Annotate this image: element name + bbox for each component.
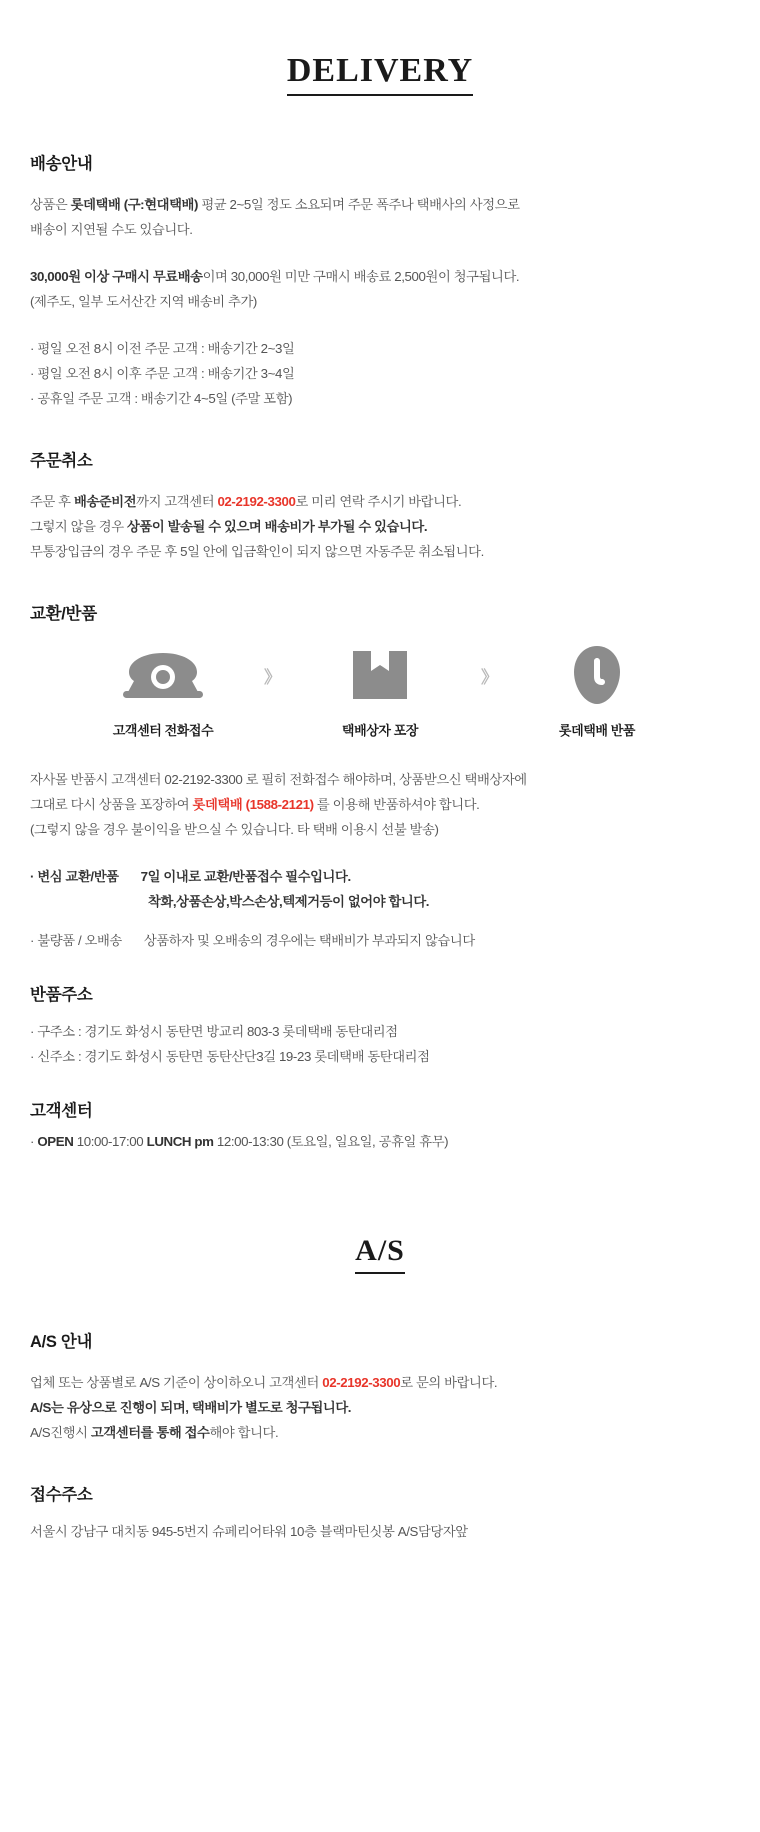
delivery-info-carrier-name: 롯데택배 (구:현대택배)	[70, 197, 199, 212]
cancel-l1-c: 까지 고객센터	[136, 494, 218, 509]
as-l3-b: 고객센터를 통해 접수	[90, 1425, 210, 1440]
exchange-p1-d: (그렇지 않을 경우 불이익을 받으실 수 있습니다. 타 택배 이용시 선불 발송)	[30, 822, 439, 837]
process-step-2	[305, 642, 455, 739]
delivery-info-paragraph-1	[30, 192, 730, 242]
process-arrow-1: 》	[264, 667, 279, 687]
cancel-l3: 무통장입금의 경우 주문 후 5일 안에 입금확인이 되지 않으면 자동주문 취소됩니다.	[30, 544, 484, 559]
as-l3-a: A/S진행시	[30, 1425, 91, 1440]
exchange-row-change-of-mind	[30, 864, 730, 889]
exchange-p1-a: 자사몰 반품시 고객센터 02-2192-3300 로 필히 전화접수 해야하며, 상품받으신 택배상자에	[30, 772, 527, 787]
cancel-l1-a: 주문 후	[30, 494, 74, 509]
process-step-1	[88, 642, 238, 739]
section-heading-delivery-info: 배송안내	[30, 155, 93, 173]
exchange-row-2-label: · 불량품 / 오배송	[30, 933, 122, 948]
section-heading-as-info: A/S 안내	[30, 1333, 93, 1351]
as-l1-a: 업체 또는 상품별로 A/S 기준이 상이하오니 고객센터	[30, 1375, 323, 1390]
delivery-info-paragraph-2	[30, 264, 730, 314]
page-title-delivery	[30, 0, 730, 96]
delivery-schedule-bullet-2: · 평일 오전 8시 이후 주문 고객 : 배송기간 3~4일	[30, 366, 295, 381]
telephone-icon	[88, 642, 238, 708]
process-step-3	[522, 642, 672, 739]
page-title-as-text: A/S	[355, 1234, 405, 1274]
section-heading-return-address: 반품주소	[30, 986, 93, 1004]
delivery-info-p1-d: 배송이 지연될 수도 있습니다.	[30, 222, 193, 237]
open-label: OPEN	[37, 1134, 74, 1149]
delivery-schedule-bullet-3: · 공휴일 주문 고객 : 배송기간 4~5일 (주말 포함)	[30, 391, 293, 406]
order-cancel-paragraph	[30, 489, 730, 564]
exchange-return-paragraph	[30, 767, 730, 842]
exchange-row-defective	[30, 928, 730, 953]
lunch-value: 12:00-13:30 (토요일, 일요일, 공휴일 휴무)	[213, 1134, 449, 1149]
as-l1-b: 로 문의 바랍니다.	[400, 1375, 498, 1390]
return-address-old: · 구주소 : 경기도 화성시 동탄면 방교리 803-3 롯데택배 동탄대리점	[30, 1024, 398, 1039]
delivery-info-p1-c: 평균 2~5일 정도 소요되며 주문 폭주나 택배사의 사정으로	[198, 197, 520, 212]
page-title-delivery-text: DELIVERY	[287, 52, 473, 96]
exchange-row-1-value: 7일 이내로 교환/반품접수 필수입니다.	[140, 869, 351, 884]
delivery-schedule-bullet-1: · 평일 오전 8시 이전 주문 고객 : 배송기간 2~3일	[30, 341, 295, 356]
package-box-icon	[305, 642, 455, 708]
exchange-row-2-value: 상품하자 및 오배송의 경우에는 택배비가 부과되지 않습니다	[143, 933, 475, 948]
exchange-process-diagram	[30, 642, 730, 739]
cancel-l2-a: 그렇지 않을 경우	[30, 519, 127, 534]
section-heading-customer-center: 고객센터	[30, 1102, 93, 1120]
process-step-1-caption: 고객센터 전화접수	[112, 723, 214, 738]
exchange-p1-b: 그대로 다시 상품을 포장하여	[30, 797, 193, 812]
delivery-info-p1-a: 상품은	[30, 197, 71, 212]
process-step-2-caption: 택배상자 포장	[341, 723, 419, 738]
process-step-3-caption: 롯데택배 반품	[558, 723, 636, 738]
customer-center-hours	[30, 1129, 730, 1154]
as-l2: A/S는 유상으로 진행이 되며, 택배비가 별도로 청구됩니다.	[30, 1400, 352, 1415]
section-heading-exchange-return: 교환/반품	[30, 605, 97, 623]
as-l3-c: 해야 합니다.	[209, 1425, 279, 1440]
lotte-logo-icon	[522, 642, 672, 708]
as-info-paragraph	[30, 1370, 730, 1445]
exchange-p1-c: 를 이용해 반품하셔야 합니다.	[313, 797, 480, 812]
delivery-info-p2-b: 이며 30,000원 미만 구매시 배송료 2,500원이 청구됩니다.	[202, 269, 520, 284]
section-heading-order-cancel: 주문취소	[30, 452, 93, 470]
section-heading-as-address: 접수주소	[30, 1486, 93, 1504]
open-value: 10:00-17:00	[73, 1134, 147, 1149]
page-title-as	[30, 1234, 730, 1274]
cancel-before-shipping: 배송준비전	[73, 494, 137, 509]
cancel-l2-b: 상품이 발송될 수 있으며 배송비가 부가될 수 있습니다.	[127, 519, 428, 534]
process-arrow-2: 》	[481, 667, 496, 687]
lotte-delivery-phone: 롯데택배 (1588-2121)	[192, 797, 314, 812]
cancel-l1-d: 로 미리 연락 주시기 바랍니다.	[295, 494, 462, 509]
exchange-row-1-label: · 변심 교환/반품	[30, 869, 119, 884]
delivery-info-p2-c: (제주도, 일부 도서산간 지역 배송비 추가)	[30, 294, 257, 309]
as-address-line: 서울시 강남구 대치동 945-5번지 슈페리어타워 10층 블랙마틴싯봉 A/S담당자앞	[30, 1524, 468, 1539]
customer-center-dot: ·	[30, 1134, 38, 1149]
exchange-row-1-sub: 착화,상품손상,박스손상,텍제거등이 없어야 합니다.	[148, 894, 430, 909]
return-address-new: · 신주소 : 경기도 화성시 동탄면 동탄산단3길 19-23 롯데택배 동탄대리점	[30, 1049, 430, 1064]
free-shipping-threshold: 30,000원 이상 구매시 무료배송	[30, 269, 203, 284]
customer-center-phone-cancel: 02-2192-3300	[217, 494, 296, 509]
customer-center-phone-as: 02-2192-3300	[322, 1375, 401, 1390]
lunch-label: LUNCH pm	[146, 1134, 214, 1149]
